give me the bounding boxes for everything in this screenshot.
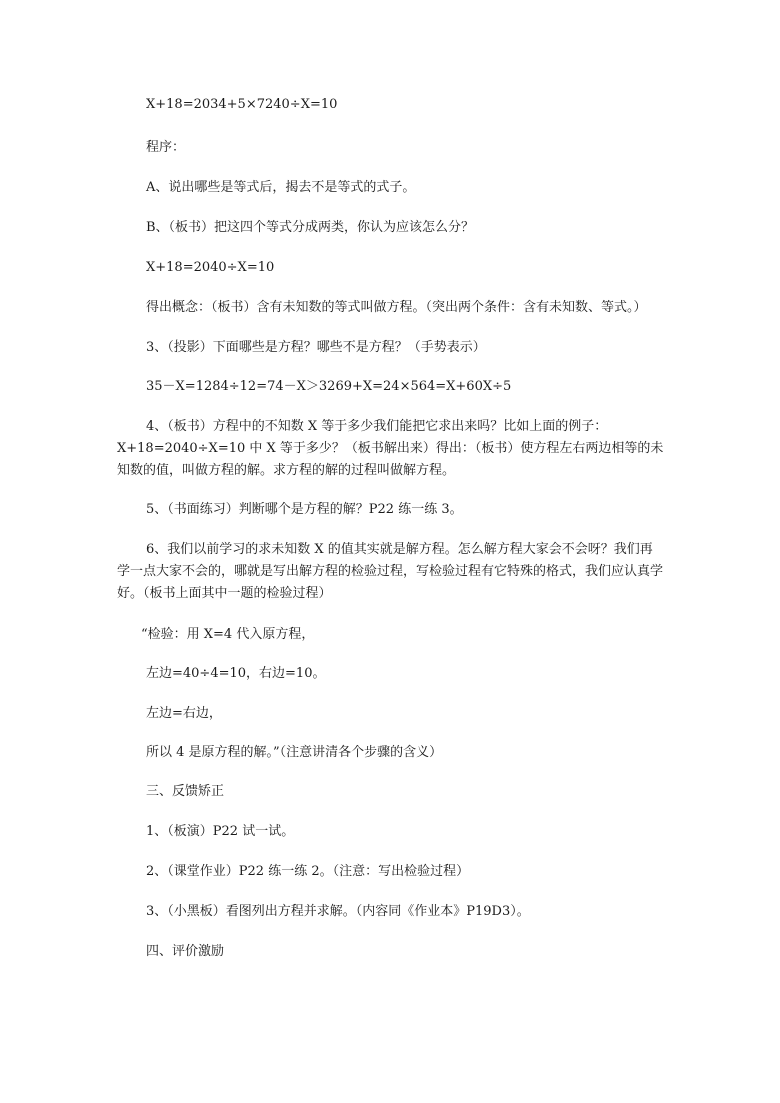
check-line-4: 所以 4 是原方程的解。”（注意讲清各个步骤的含义） <box>146 745 443 760</box>
check-line-2: 左边=40÷4=10，右边=10。 <box>146 666 326 681</box>
equation-line-2: X+18=2040÷X=10 <box>146 260 275 275</box>
step-a: A、说出哪些是等式后，揭去不是等式的式子。 <box>146 180 416 195</box>
step-6-paragraph: 6、我们以前学习的求未知数 X 的值其实就是解方程。怎么解方程大家会不会呀？我们再学一点大家不会的，哪就是写出解方程的检验过程，写检验过程有它特殊的格式，我们应认真学好。（板书上面其中一题的检验过程） <box>117 542 664 601</box>
step-5: 5、（书面练习）判断哪个是方程的解？P22 练一练 3。 <box>146 502 463 517</box>
step-3: 3、（投影）下面哪些是方程？哪些不是方程？（手势表示） <box>146 340 486 355</box>
procedure-heading: 程序： <box>146 140 186 155</box>
section-heading-4: 四、评价激励 <box>146 944 225 959</box>
exercise-1: 1、（板演）P22 试一试。 <box>146 824 295 839</box>
step-4-paragraph: 4、（板书）方程中的不知数 X 等于多少我们能把它求出来吗？比如上面的例子：X+18=2040÷X=10 中 X 等于多少？（板书解出来）得出：（板书）使方程左右两边相等的未知数的值，叫做方程的解。求方程的解的过程叫做解方程。 <box>117 419 664 478</box>
section-heading-3: 三、反馈矫正 <box>146 784 225 799</box>
equation-line-1: X+18=2034+5×7240÷X=10 <box>146 97 338 112</box>
step-b: B、（板书）把这四个等式分成两类，你认为应该怎么分？ <box>146 220 475 235</box>
equation-line-3: 35－X=1284÷12=74－X＞3269+X=24×564=X+60X÷5 <box>146 379 512 394</box>
exercise-2: 2、（课堂作业）P22 练一练 2。（注意：写出检验过程） <box>146 864 470 879</box>
concept-line: 得出概念：（板书）含有未知数的等式叫做方程。（突出两个条件：含有未知数、等式。） <box>146 300 647 315</box>
check-line-1: “检验：用 X=4 代入原方程， <box>141 627 315 642</box>
check-line-3: 左边=右边， <box>146 706 222 721</box>
exercise-3: 3、（小黑板）看图列出方程并求解。（内容同《作业本》P19D3）。 <box>146 904 530 919</box>
